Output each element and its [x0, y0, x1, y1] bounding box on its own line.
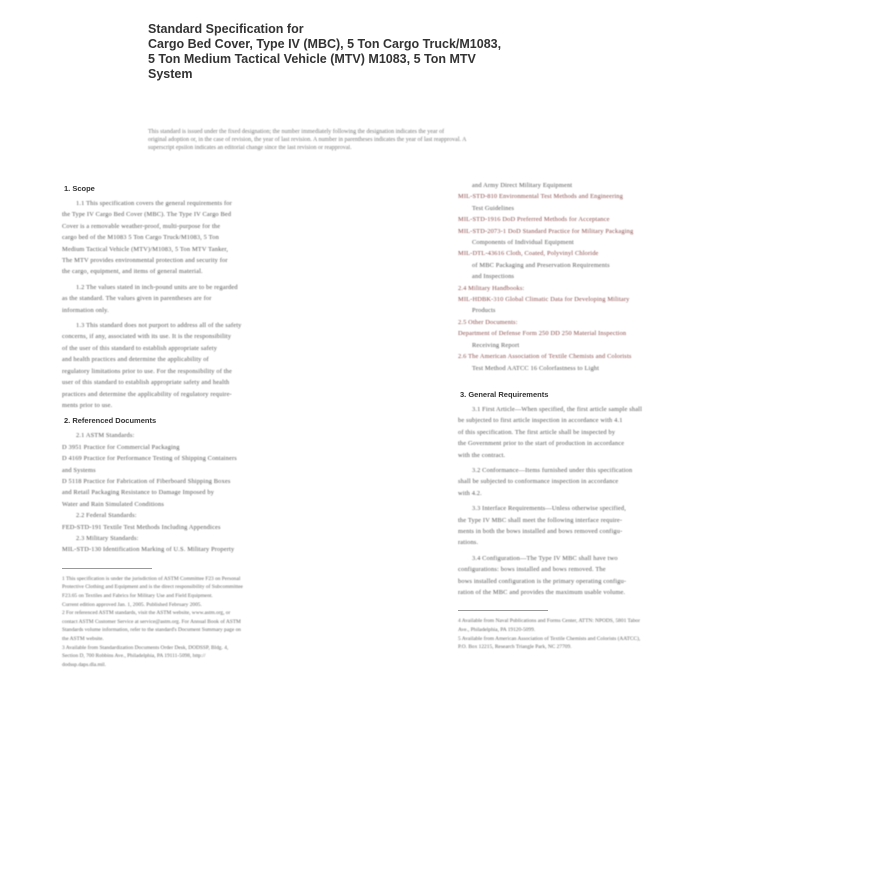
text-line: concerns, if any, associated with its use. It is the responsibility [62, 333, 232, 341]
text-line: 3.4 Configuration—The Type IV MBC shall have two [472, 554, 618, 562]
footnote-divider [62, 568, 152, 569]
text-line: the Type IV Cargo Bed Cover (MBC). The Type IV Cargo Bed [62, 211, 232, 219]
text-line: FED-STD-191 Textile Test Methods Including Appendices [62, 523, 221, 531]
designation-note-line: original adoption or, in the case of revision, the year of last revision. A number in parentheses indicates the year of last reapproval. A [148, 137, 467, 143]
spacer [458, 378, 803, 386]
text-line: Test Method AATCC 16 Colorfastness to Light [472, 364, 600, 372]
text-line: regulatory limitations prior to use. For the responsibility of the [62, 367, 232, 375]
text-line: ments in both the bows installed and bows removed configu- [458, 527, 623, 535]
footnote-line: 5 Available from American Association of Textile Chemists and Colorists (AATCC), [458, 635, 641, 642]
paragraph [458, 465, 803, 499]
section-heading: 1. Scope [64, 184, 95, 193]
text-line: shall be subjected to conformance inspection in accordance [458, 478, 619, 486]
text-line: and Inspections [472, 273, 515, 281]
footnote-line: 4 Available from Naval Publications and Forms Center, ATTN: NPODS, 5801 Tabor [458, 618, 641, 625]
text-line: ments prior to use. [62, 401, 113, 409]
text-line: 2.3 Military Standards: [76, 534, 139, 542]
text-line: D 3951 Practice for Commercial Packaging [62, 443, 180, 451]
text-line: 3.1 First Article—When specified, the first article sample shall [472, 405, 643, 413]
footnote-line: Section D, 700 Robbins Ave., Philadelphia, PA 19111-5098, http:// [62, 653, 206, 660]
paragraph [458, 404, 803, 461]
text-line: Medium Tactical Vehicle (MTV)/M1083, 5 Ton MTV Tanker, [62, 245, 229, 253]
text-line: Water and Rain Simulated Conditions [62, 500, 165, 508]
designation-note [148, 128, 738, 152]
text-line: MIL-HDBK-310 Global Climatic Data for Developing Military [458, 296, 630, 304]
text-line: Products [472, 307, 496, 315]
text-line: 2.4 Military Handbooks: [458, 284, 525, 292]
footnote-line: 1 This specification is under the jurisdiction of ASTM Committee F23 on Personal [62, 575, 241, 582]
footnote-line: Ave., Philadelphia, PA 19120-5099. [458, 627, 536, 633]
text-line: user of this standard to establish appropriate safety and health [62, 379, 230, 387]
text-line: of MBC Packaging and Preservation Requirements [472, 261, 610, 269]
text-line: 3.3 Interface Requirements—Unless otherwise specified, [472, 505, 626, 513]
text-line: ration of the MBC and provides the maximum usable volume. [458, 589, 626, 596]
text-line: information only. [62, 306, 109, 314]
text-line: MIL-STD-1916 DoD Preferred Methods for Acceptance [458, 216, 610, 224]
designation-note-line: superscript epsilon indicates an editorial change since the last revision or reapproval. [148, 145, 352, 151]
text-line: the cargo, equipment, and items of general material. [62, 268, 203, 276]
text-line: The MTV provides environmental protection and security for [62, 257, 228, 265]
footnote-divider [458, 610, 548, 611]
right-column [458, 180, 803, 652]
text-line: 2.2 Federal Standards: [76, 512, 137, 520]
text-line: as the standard. The values given in parentheses are for [62, 295, 212, 303]
title-line: System [148, 67, 193, 81]
referenced-documents-continued [458, 180, 803, 374]
text-line: with the contract. [458, 451, 506, 459]
text-line: rations. [458, 539, 479, 547]
text-line: the Type IV MBC shall meet the following interface require- [458, 516, 623, 524]
footnote-line: 3 Available from Standardization Documents Order Desk, DODSSP, Bldg. 4, [62, 644, 229, 651]
section-heading: 2. Referenced Documents [64, 416, 157, 426]
footnote-line: contact ASTM Customer Service at service@astm.org. For Annual Book of ASTM [62, 618, 241, 625]
title-line: Cargo Bed Cover, Type IV (MBC), 5 Ton Cargo Truck/M1083, [148, 37, 502, 51]
text-line: Test Guidelines [472, 204, 515, 212]
text-line: of the user of this standard to establish appropriate safety [62, 344, 218, 352]
text-line: 2.5 Other Documents: [458, 318, 518, 326]
text-line: be subjected to first article inspection in accordance with 4.1 [458, 417, 623, 425]
text-line: 2.6 The American Association of Textile Chemists and Colorists [458, 353, 632, 361]
text-line: configurations: bows installed and bows removed. The [458, 566, 606, 574]
text-line: 1.2 The values stated in inch-pound units are to be regarded [76, 283, 238, 291]
paragraph [62, 320, 407, 411]
paragraph [62, 282, 407, 316]
text-line: D 4169 Practice for Performance Testing of Shipping Containers [62, 455, 237, 463]
text-line: cargo bed of the M1083 5 Ton Cargo Truck/M1083, 5 Ton [62, 234, 219, 242]
text-line: MIL-DTL-43616 Cloth, Coated, Polyvinyl Chloride [458, 250, 599, 258]
text-line: and Systems [62, 466, 96, 474]
text-line: the Government prior to the start of production in accordance [458, 440, 625, 448]
footnote-line: Standards volume information, refer to the standard's Document Summary page on [62, 627, 241, 634]
text-line: Department of Defense Form 250 DD 250 Material Inspection [458, 330, 627, 338]
section-heading: 3. General Requirements [460, 389, 549, 399]
title-line: Standard Specification for [148, 22, 304, 36]
text-line: bows installed configuration is the primary operating configu- [458, 577, 627, 585]
text-line: MIL-STD-810 Environmental Test Methods and Engineering [458, 193, 623, 201]
text-line: 1.3 This standard does not purport to address all of the safety [76, 322, 242, 330]
footnote-line: 2 For referenced ASTM standards, visit the ASTM website, www.astm.org, or [62, 610, 231, 617]
footnote-line: dodssp.daps.dla.mil. [62, 661, 107, 668]
paragraph [62, 430, 407, 555]
text-line: MIL-STD-130 Identification Marking of U.S. Military Property [62, 546, 235, 554]
paragraph [458, 503, 803, 549]
footnote-line: Current edition approved Jan. 1, 2005. Published February 2005. [62, 601, 202, 608]
text-line: practices and determine the applicability of regulatory require- [62, 390, 232, 398]
document-title [148, 22, 748, 82]
text-line: Receiving Report [472, 341, 520, 349]
footnote-line: Protective Clothing and Equipment and is the direct responsibility of Subcommittee [62, 584, 243, 591]
text-line: 3.2 Conformance—Items furnished under this specification [472, 466, 633, 474]
text-line: Components of Individual Equipment [472, 239, 574, 247]
text-line: and Army Direct Military Equipment [472, 182, 573, 189]
text-line: MIL-STD-2073-1 DoD Standard Practice for Military Packaging [458, 227, 634, 235]
text-line: 2.1 ASTM Standards: [76, 432, 135, 440]
title-line: 5 Ton Medium Tactical Vehicle (MTV) M1083, 5 Ton MTV [148, 52, 476, 66]
text-line: D 5118 Practice for Fabrication of Fiberboard Shipping Boxes [62, 477, 231, 485]
text-line: Cover is a removable weather-proof, multi-purpose for the [62, 222, 221, 230]
footnote-line: F23.65 on Textiles and Fabrics for Military Use and Field Equipment. [62, 592, 213, 599]
text-line: and Retail Packaging Resistance to Damage Imposed by [62, 489, 215, 497]
text-line: and health practices and determine the applicability of [62, 356, 209, 364]
text-line: with 4.2. [458, 489, 482, 497]
left-column [62, 180, 407, 669]
paragraph [62, 198, 407, 278]
designation-note-line: This standard is issued under the fixed designation; the number immediately following the designation indicates the year of [148, 129, 445, 135]
text-line: of this specification. The first article shall be inspected by [458, 428, 616, 436]
footnote-line: the ASTM website. [62, 635, 104, 642]
paragraph [458, 553, 803, 599]
text-line: 1.1 This specification covers the general requirements for [76, 200, 232, 207]
footnote-line: P.O. Box 12215, Research Triangle Park, NC 27709. [458, 644, 572, 651]
